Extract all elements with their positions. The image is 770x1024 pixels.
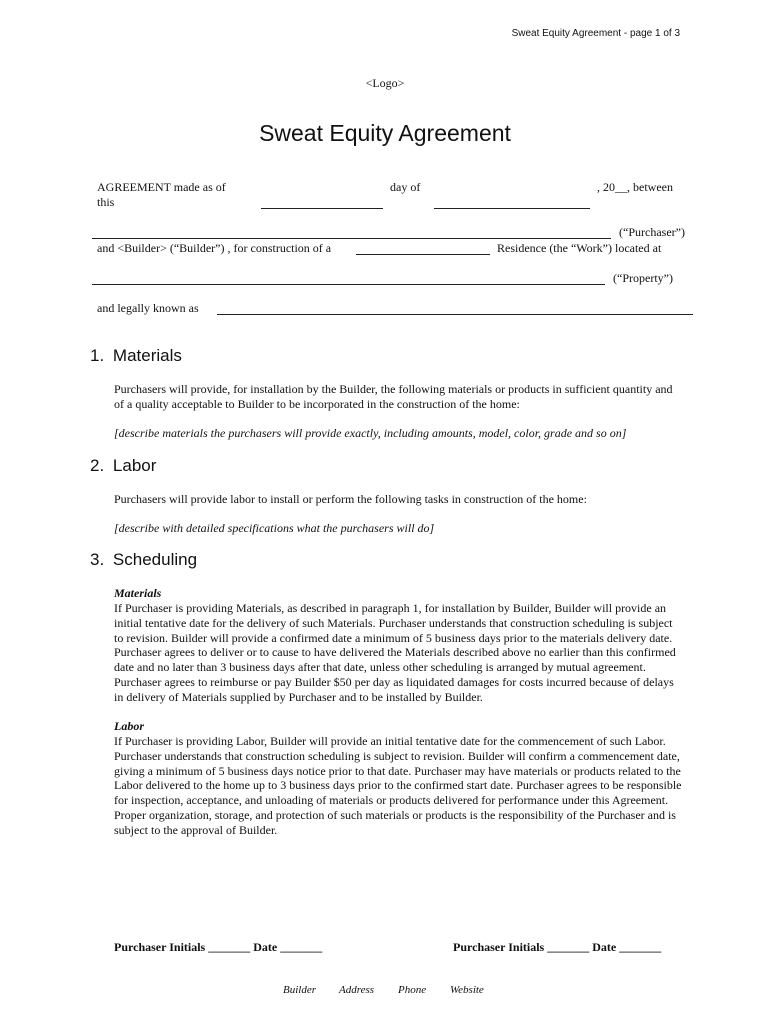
scheduling-labor-subheading: Labor [114, 719, 144, 733]
page-header-label: Sweat Equity Agreement - page 1 of 3 [511, 28, 680, 39]
document-title: Sweat Equity Agreement [259, 120, 511, 146]
logo-placeholder: <Logo> [365, 76, 405, 90]
purchaser-initials-left[interactable]: Purchaser Initials _______ Date _______ [114, 940, 323, 954]
footer-website: Website [450, 984, 484, 996]
section-1-title: Materials [112, 346, 182, 365]
section-3-heading [90, 550, 197, 570]
scheduling-materials-subheading: Materials [114, 586, 162, 600]
blank-location-line[interactable] [92, 284, 605, 285]
section-1-number: 1. [90, 346, 105, 365]
scheduling-labor-text: If Purchaser is providing Labor, Builder will provide an initial tentative date for the commencement of such Labor. Purchaser understands that construction scheduling is subject to revision. Builder will confirm a commencement date, giving a minimum of 5 business days notice prior to that date. Purchaser may have materials or products related to the Labor delivered to the home up to 3 business days prior to the confirmed start date. Purchaser agrees to be responsible for inspection, acceptance, and unloading of materials or products delivered for performance under this Agreement. Proper organization, storage, and protection of such materials or products is the responsibility of the Purchaser and is subject to the approval of Builder. [114, 734, 682, 837]
preamble-property: (“Property”) [613, 271, 673, 285]
blank-purchaser-line[interactable] [92, 238, 611, 239]
section-3-title: Scheduling [112, 550, 198, 569]
section-1-instruction: [describe materials the purchasers will provide exactly, including amounts, model, color, grade and so on] [114, 426, 627, 440]
section-1-heading [90, 346, 182, 366]
section-2-body: Purchasers will provide labor to install or perform the following tasks in construction of the home: [114, 492, 587, 506]
footer-builder: Builder [283, 984, 316, 996]
section-2-heading [90, 456, 156, 476]
section-2-instruction: [describe with detailed specifications what the purchasers will do] [114, 521, 435, 535]
preamble-and-builder: and <Builder> (“Builder”) , for construction of a [97, 241, 332, 255]
section-3-number: 3. [90, 550, 105, 569]
section-2-title: Labor [112, 456, 157, 475]
blank-residence-type-line[interactable] [356, 254, 490, 255]
section-1-body: Purchasers will provide, for installation by the Builder, the following materials or products in sufficient quantity and of a quality acceptable to Builder to be incorporated in the construction of the home: [114, 382, 673, 411]
blank-legal-description-line[interactable] [217, 314, 693, 315]
footer-phone: Phone [398, 984, 427, 996]
blank-day-line[interactable] [261, 208, 383, 209]
preamble-made-as-of: AGREEMENT made as of [97, 180, 226, 194]
preamble-purchaser: (“Purchaser”) [619, 225, 685, 239]
preamble-day-of: day of [390, 180, 421, 194]
scheduling-materials-text: If Purchaser is providing Materials, as described in paragraph 1, for installation by Builder, Builder will provide an initial tentative date for the delivery of such Materials. Purchaser understands that construction scheduling is subject to revision. Builder will provide a confirmed date a minimum of 5 business days prior to the materials delivery date. Purchaser agrees to deliver or to cause to have delivered the Materials described above no earlier than this confirmed date and no later than 3 business days after that date, unless other scheduling is arranged by mutual agreement. Purchaser agrees to reimburse or pay Builder $50 per day as liquidated damages for costs incurred because of delays in delivery of Materials supplied by Purchaser and to be installed by Builder. [114, 601, 676, 704]
preamble-legally-known-as: and legally known as [97, 301, 199, 315]
preamble-residence: Residence (the “Work”) located at [497, 241, 662, 255]
preamble-year-between: , 20__, between [597, 180, 673, 194]
purchaser-initials-right[interactable]: Purchaser Initials _______ Date _______ [453, 940, 662, 954]
blank-month-line[interactable] [434, 208, 590, 209]
section-2-number: 2. [90, 456, 105, 475]
preamble-this: this [97, 195, 115, 209]
footer-address: Address [339, 984, 375, 996]
